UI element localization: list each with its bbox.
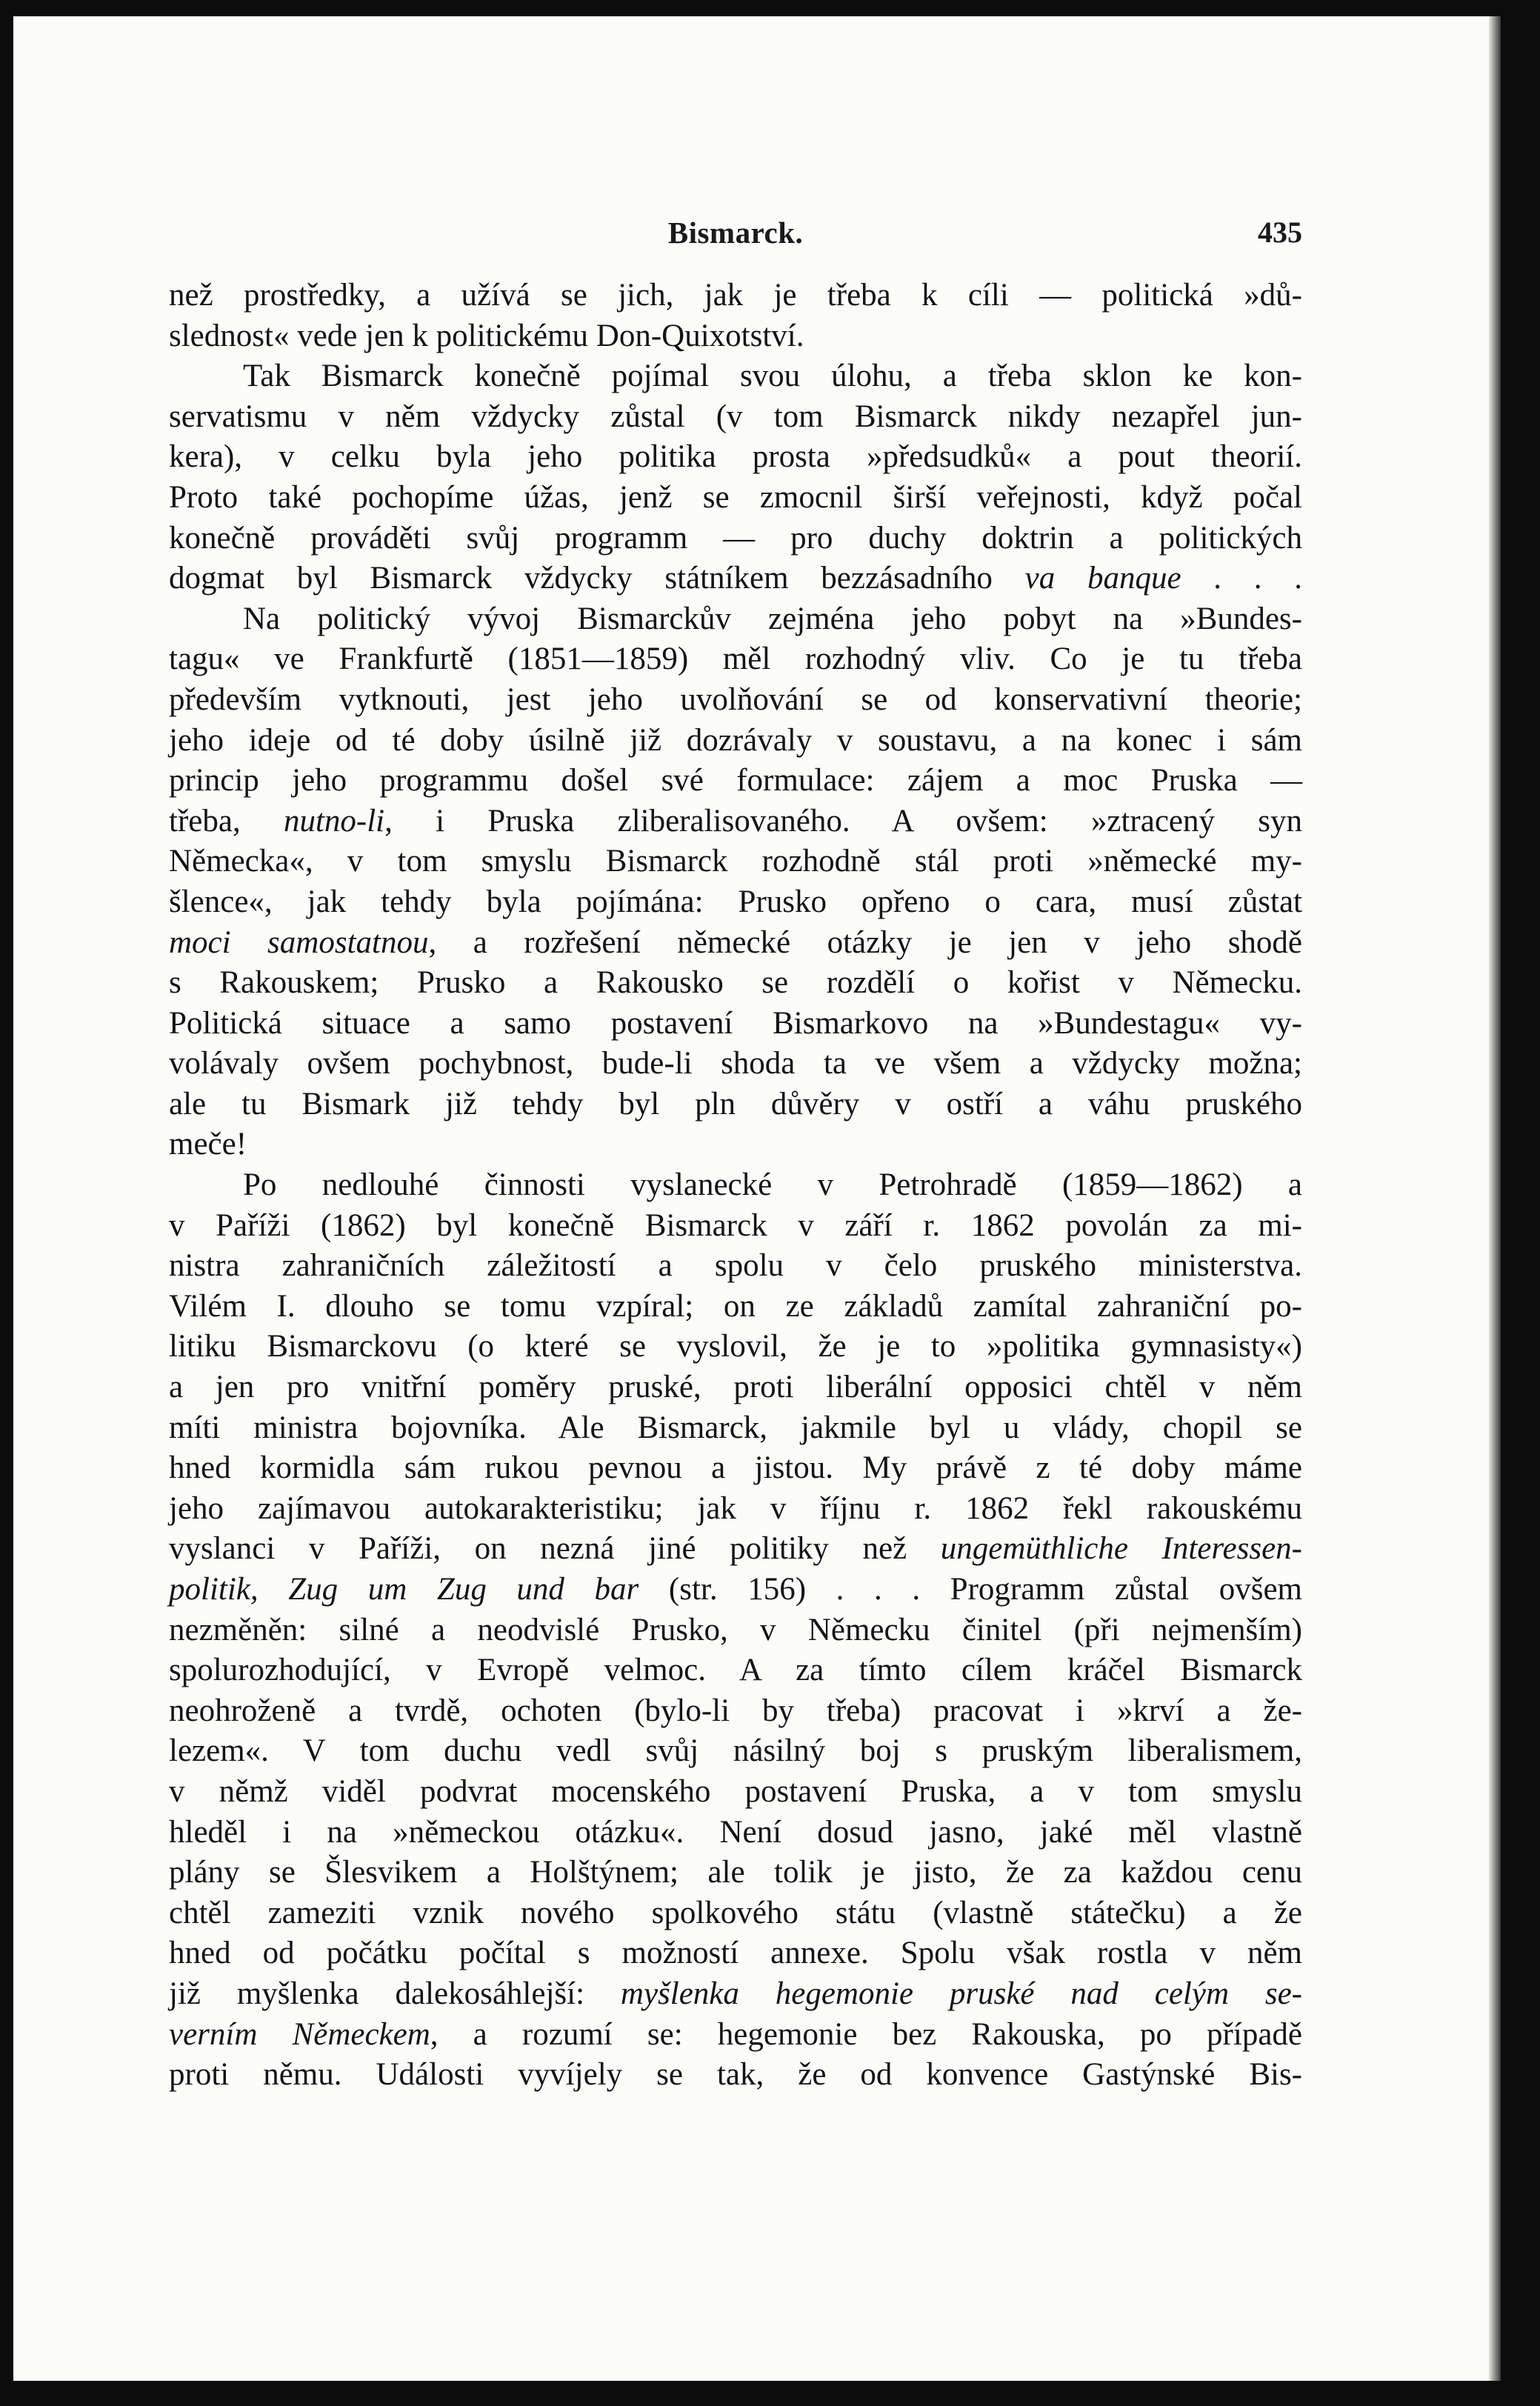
text-segment: Německa«, v tom smyslu Bismarck rozhodně stál proti »německé my- — [169, 844, 1302, 879]
text-segment: míti ministra bojovníka. Ale Bismarck, jakmile byl u vlády, chopil se — [169, 1410, 1302, 1445]
text-segment: litiku Bismarckovu (o které se vyslovil, že je to »politika gymnasisty«) — [169, 1329, 1302, 1364]
italic-phrase: nutno-li — [283, 803, 385, 839]
text-line — [169, 639, 1302, 680]
text-segment: kera), v celku byla jeho politika prosta »předsudků« a pout theorií. — [169, 439, 1302, 475]
text-line — [169, 1610, 1302, 1651]
text-line — [169, 963, 1302, 1004]
text-segment: lezem«. V tom duchu vedl svůj násilný boj s pruským liberalismem, — [169, 1733, 1302, 1769]
text-line — [169, 1165, 1302, 1206]
text-segment: meče! — [169, 1127, 247, 1162]
text-line — [169, 1004, 1302, 1044]
text-segment: Na politický vývoj Bismarckův zejména jeho pobyt na »Bundes- — [243, 601, 1302, 636]
text-segment: než prostředky, a užívá se jich, jak je třeba k cíli — politická »dů- — [169, 278, 1302, 313]
text-segment: neohroženě a tvrdě, ochoten (bylo-li by třeba) pracovat i »krví a že- — [169, 1693, 1302, 1728]
italic-phrase: politik, Zug um Zug und bar — [169, 1572, 639, 1607]
text-segment: především vytknouti, jest jeho uvolňování se od konservativní theorie; — [169, 682, 1302, 717]
text-segment: v němž viděl podvrat mocenského postavení Pruska, a v tom smyslu — [169, 1773, 1302, 1809]
text-segment: ale tu Bismark již tehdy byl pln důvěry v ostří a váhu pruského — [169, 1086, 1302, 1122]
text-line — [169, 1448, 1302, 1489]
text-line — [169, 1287, 1302, 1327]
text-line — [169, 1124, 1302, 1165]
text-segment: servatismu v něm vždycky zůstal (v tom Bismarck nikdy nezapřel jun- — [169, 399, 1302, 434]
text-line — [169, 1044, 1302, 1084]
text-line — [169, 437, 1302, 478]
text-line — [169, 802, 1302, 842]
text-segment: chtěl zameziti vznik nového spolkového státu (vlastně státečku) a že — [169, 1895, 1302, 1930]
text-line — [169, 923, 1302, 964]
text-segment: Politická situace a samo postavení Bismarkovo na »Bundestagu« vy- — [169, 1005, 1302, 1041]
text-segment: plány se Šlesvikem a Holštýnem; ale tolik je jisto, že za každou cenu — [169, 1855, 1302, 1890]
text-segment: dogmat byl Bismarck vždycky státníkem bezzásadního — [169, 561, 1025, 596]
running-title: Bismarck. — [667, 216, 804, 250]
text-line — [169, 478, 1302, 519]
text-segment: šlence«, jak tehdy byla pojímána: Prusko opřeno o cara, musí zůstat — [169, 884, 1302, 919]
text-line — [169, 1691, 1302, 1732]
text-line — [169, 1974, 1302, 2015]
text-segment: Po nedlouhé činnosti vyslanecké v Petrohradě (1859—1862) a — [243, 1167, 1302, 1203]
text-line — [169, 2055, 1302, 2096]
text-line — [169, 519, 1302, 559]
text-segment: , i Pruska zliberalisovaného. A ovšem: »ztracený syn — [384, 803, 1302, 839]
italic-phrase: moci samostatnou — [169, 924, 429, 960]
text-line — [169, 1408, 1302, 1449]
text-line — [169, 1206, 1302, 1247]
text-line — [169, 882, 1302, 923]
text-segment: s Rakouskem; Prusko a Rakousko se rozdělí o kořist v Německu. — [169, 965, 1302, 1001]
italic-phrase: myšlenka hegemonie pruské nad celým se- — [620, 1976, 1302, 2011]
text-segment: volávaly ovšem pochybnost, bude-li shoda ta ve všem a vždycky možna; — [169, 1046, 1302, 1082]
text-line — [169, 2015, 1302, 2056]
text-segment: hleděl i na »německou otázku«. Není dosud jasno, jaké měl vlastně — [169, 1814, 1302, 1850]
italic-phrase: va banque — [1024, 561, 1181, 596]
text-segment: , a rozumí se: hegemonie bez Rakouska, po případě — [430, 2016, 1302, 2052]
text-line — [169, 316, 1302, 357]
text-line — [169, 1650, 1302, 1691]
text-segment: jeho zajímavou autokarakteristiku; jak v říjnu r. 1862 řekl rakouskému — [169, 1490, 1302, 1526]
text-segment: hned kormidla sám rukou pevnou a jistou. My právě z té doby máme — [169, 1450, 1302, 1486]
text-line — [169, 761, 1302, 802]
text-line — [169, 1367, 1302, 1408]
text-line — [169, 1529, 1302, 1570]
text-line — [169, 1813, 1302, 1853]
text-line — [169, 559, 1302, 599]
text-segment: Vilém I. dlouho se tomu vzpíral; on ze základů zamítal zahraniční po- — [169, 1288, 1302, 1324]
text-segment: nezměněn: silné a neodvislé Prusko, v Německu činitel (při nejmenším) — [169, 1612, 1302, 1647]
text-segment: jeho ideje od té doby úsilně již dozrávaly v soustavu, a na konec i sám — [169, 722, 1302, 758]
text-segment: Proto také pochopíme úžas, jenž se zmocnil širší veřejnosti, když počal — [169, 479, 1302, 515]
text-line — [169, 842, 1302, 882]
text-segment: proti němu. Události vyvíjely se tak, že od konvence Gastýnské Bis- — [169, 2057, 1302, 2093]
text-segment: Tak Bismarck konečně pojímal svou úlohu, a třeba sklon ke kon- — [243, 359, 1302, 394]
text-line — [169, 1853, 1302, 1893]
italic-phrase: verním Německem — [169, 2016, 430, 2052]
text-segment: tagu« ve Frankfurtě (1851—1859) měl rozhodný vliv. Co je tu třeba — [169, 642, 1302, 677]
text-segment: již myšlenka dalekosáhlejší: — [169, 1976, 621, 2011]
page-number: 435 — [1258, 216, 1302, 249]
text-line — [169, 1731, 1302, 1772]
text-segment: , a rozřešení německé otázky je jen v jeho shodě — [428, 924, 1303, 960]
text-line — [169, 1246, 1302, 1287]
text-segment: (str. 156) . . . Programm zůstal ovšem — [639, 1572, 1302, 1607]
text-line — [169, 276, 1302, 316]
text-line — [169, 1084, 1302, 1125]
text-line — [169, 1489, 1302, 1530]
italic-phrase: ungemüthliche Interessen- — [940, 1531, 1302, 1567]
text-line — [169, 1570, 1302, 1610]
text-segment: konečně prováděti svůj programm — pro duchy doktrin a politických — [169, 520, 1302, 556]
text-segment: vyslanci v Paříži, on nezná jiné politiky než — [169, 1531, 941, 1567]
text-line — [169, 599, 1302, 640]
text-segment: nistra zahraničních záležitostí a spolu v čelo pruského ministerstva. — [169, 1248, 1302, 1284]
text-segment: spolurozhodující, v Evropě velmoc. A za tímto cílem kráčel Bismarck — [169, 1653, 1302, 1688]
text-segment: hned od počátku počítal s možností annexe. Spolu však rostla v něm — [169, 1936, 1302, 1971]
text-line — [169, 721, 1302, 762]
text-line — [169, 1893, 1302, 1934]
text-line — [169, 1933, 1302, 1974]
text-segment: a jen pro vnitřní poměry pruské, proti liberální opposici chtěl v něm — [169, 1370, 1302, 1405]
text-line — [169, 1772, 1302, 1813]
text-line — [169, 680, 1302, 721]
text-line — [169, 356, 1302, 397]
running-header — [169, 215, 1302, 259]
text-segment: . . . — [1181, 561, 1303, 596]
text-segment: princip jeho programmu došel své formulace: zájem a moc Pruska — — [169, 763, 1302, 799]
text-segment: slednost« vede jen k politickému Don-Quixotství. — [169, 318, 804, 353]
body-text — [169, 276, 1302, 2096]
text-line — [169, 397, 1302, 438]
text-segment: třeba, — [169, 803, 284, 839]
text-segment: v Paříži (1862) byl konečně Bismarck v září r. 1862 povolán za mi- — [169, 1207, 1302, 1243]
page-edge — [1489, 16, 1501, 2381]
text-line — [169, 1327, 1302, 1367]
